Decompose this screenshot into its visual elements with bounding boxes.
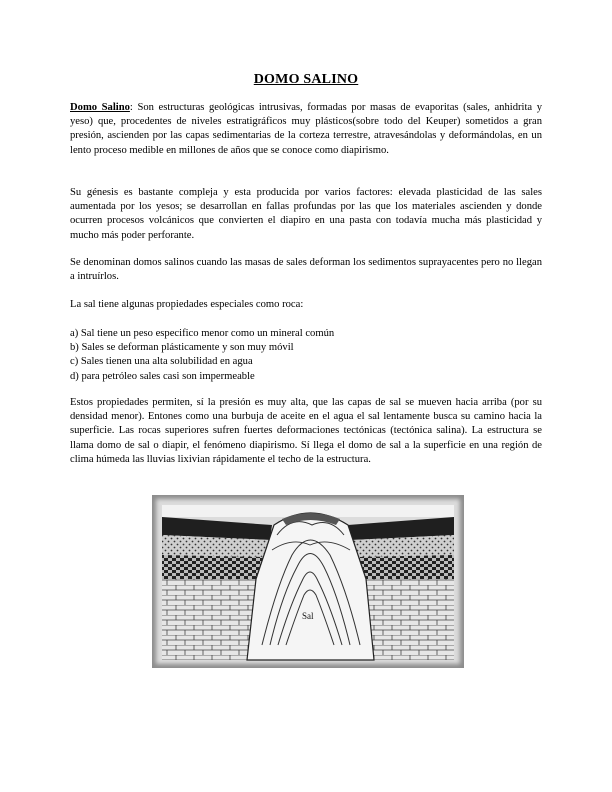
list-item: c) Sales tienen una alta solubilidad en agua [70, 356, 253, 368]
paragraph-properties-intro: La sal tiene algunas propiedades especiales como roca: [70, 299, 304, 310]
page-title: DOMO SALINO [253, 72, 359, 87]
paragraph-definition-text: : Son estructuras geológicas intrusivas, formadas por masas de evaporitas (sales, anhidrita y yeso) que, procedentes de niveles estratigráficos muy plásticos(sobre todo del Keuper) sometidos a gran presión, ascienden por las capas sedimentarias de la corteza terrestre, atravesándolas y deformándolas, en un lento proceso medible en millones de años que se conoce como diapirismo. [70, 102, 542, 156]
paragraph-genesis: Su génesis es bastante compleja y esta producida por varios factores: elevada plasticidad de las sales aumentada por los yesos; se desarrollan en fallas profundas por las que los materiales ascienden y donde ocurren procesos volcánicos que convierten el diapiro en una pasta con todavía mucha más plasticidad y mucho más poder perforante. [70, 187, 542, 241]
list-item: a) Sal tiene un peso especifico menor como un mineral común [70, 328, 335, 339]
paragraph-definition [70, 101, 542, 158]
paragraph-diapirism: Estos propiedades permiten, sí la presión es muy alta, que las capas de sal se mueven hacia arriba (por su densidad menor). Entones como una burbuja de aceite en el agua el sal lentamente busca su camino hacia la superficie. Las rocas superiores sufren fuertes deformaciones tectónicas (tectónica salina). La estructura se llama domo de sal o diapir, el fenómeno diapirismo. Sí llega el domo de sal a la superficie en una región de clima húmeda las lluvias lixivian rápidamente el techo de la estructura. [70, 397, 542, 465]
paragraph-domos: Se denominan domos salinos cuando las masas de sales deforman los sedimentos suprayacentes pero no llegan a intruírlos. [70, 257, 542, 283]
salt-label: Sal [302, 611, 314, 621]
geologic-layers [162, 505, 454, 660]
salt-dome-figure [152, 495, 464, 668]
list-item: d) para petróleo sales casi son impermeable [70, 370, 255, 382]
list-item: b) Sales se deforman plásticamente y son muy móvil [70, 342, 294, 354]
term-domo-salino: Domo Salino [70, 102, 130, 113]
properties-list [70, 327, 542, 384]
